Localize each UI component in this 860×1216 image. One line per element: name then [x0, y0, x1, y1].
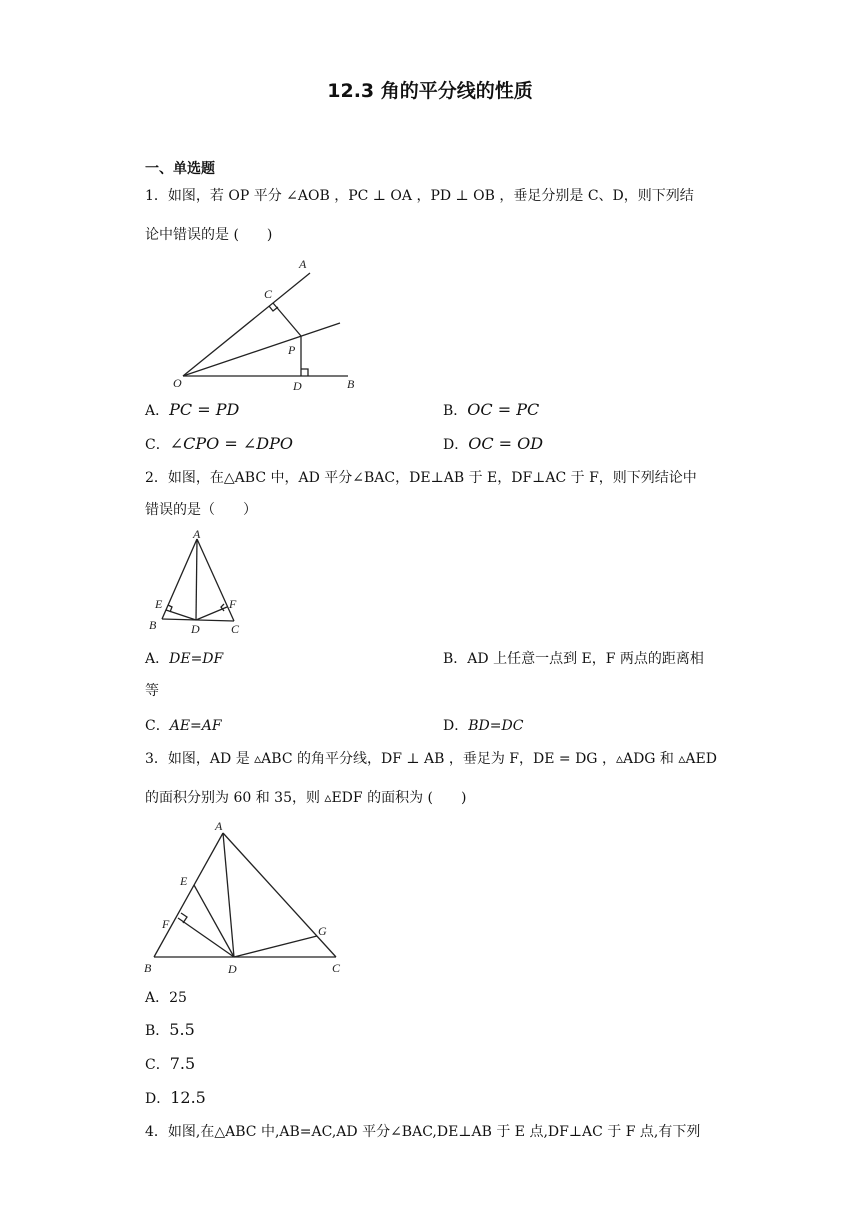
q2-option-b-text: AD 上任意一点到 E，F 两点的距离相 [467, 651, 704, 667]
q3-side-ab [154, 833, 223, 957]
section-heading: 一、单选题 [145, 161, 215, 177]
page-title: 12.3 角的平分线的性质 [327, 80, 533, 102]
q2-label-d: D [191, 622, 200, 636]
q3-label-a: A [215, 819, 223, 833]
q1-option-c-text: ∠CPO = ∠DPO [169, 434, 293, 453]
q2-option-d-text: BD=DC [468, 718, 524, 734]
q2-option-b-label: B． [443, 651, 468, 667]
q1-line2: 论中错误的是 ( ) [145, 227, 273, 243]
q1-option-b[interactable] [443, 400, 539, 420]
q3-option-a[interactable] [145, 987, 187, 1007]
q2-option-c-text: AE=AF [169, 718, 222, 734]
q3-figure [140, 815, 350, 980]
q3-line1: 3．如图，AD 是 ▵ABC 的角平分线，DF ⊥ AB ，垂足为 F，DE = DG ，▵ADG 和 ▵AED [145, 751, 717, 767]
q4-line1: 4．如图,在△ABC 中,AB=AC,AD 平分∠BAC,DE⊥AB 于 E 点,DF⊥AC 于 F 点,有下列 [145, 1124, 701, 1140]
q2-option-b-continuation: 等 [145, 683, 159, 699]
q1-line1: 1．如图，若 OP 平分 ∠AOB ，PC ⊥ OA ，PD ⊥ OB ，垂足分别是 C、D，则下列结 [145, 188, 694, 204]
q3-label-b: B [144, 961, 152, 975]
q1-label-c: C [264, 287, 273, 301]
q3-label-g: G [318, 924, 327, 938]
q2-option-a[interactable] [145, 650, 223, 668]
q1-figure [165, 255, 375, 395]
q1-option-c-label: C． [145, 437, 170, 453]
q2-option-c-label: C． [145, 718, 170, 734]
q3-option-b-label: B． [145, 1023, 170, 1039]
q1-label-o: O [173, 376, 182, 390]
q2-label-b: B [149, 618, 157, 632]
q3-bisector-ad [223, 833, 234, 957]
q3-label-f: F [162, 917, 170, 931]
q1-label-b: B [347, 377, 355, 391]
q3-option-b[interactable] [145, 1020, 195, 1040]
q1-option-a-label: A． [145, 403, 170, 419]
q2-side-ab [162, 539, 197, 619]
q1-label-d: D [293, 379, 302, 393]
q1-option-d-label: D． [443, 437, 469, 453]
q2-option-c[interactable] [145, 717, 222, 735]
q1-option-a-text: PC = PD [169, 400, 240, 419]
q1-label-p: P [288, 343, 296, 357]
q2-line1: 2．如图，在△ABC 中，AD 平分∠BAC，DE⊥AB 于 E，DF⊥AC 于 F，则下列结论中 [145, 470, 697, 486]
q2-bisector-ad [196, 539, 197, 620]
q3-segment-dg [234, 936, 317, 957]
q2-option-b[interactable] [443, 650, 704, 668]
q2-option-a-text: DE=DF [169, 651, 224, 667]
q1-ray-op [183, 323, 340, 376]
q2-option-d-label: D． [443, 718, 469, 734]
q1-option-c[interactable] [145, 434, 293, 454]
q3-segment-df [178, 918, 234, 957]
q3-label-d: D [228, 962, 237, 976]
q3-label-c: C [332, 961, 341, 975]
q3-option-b-text: 5.5 [169, 1020, 195, 1039]
q2-figure [142, 527, 252, 639]
q3-option-d-text: 12.5 [170, 1088, 206, 1107]
q2-label-a: A [193, 527, 201, 541]
q1-option-b-label: B． [443, 403, 468, 419]
q2-option-d[interactable] [443, 717, 523, 735]
q3-line2: 的面积分别为 60 和 35，则 ▵EDF 的面积为 ( ) [145, 790, 467, 806]
q1-option-d-text: OC = OD [468, 434, 544, 453]
q3-option-c[interactable] [145, 1054, 195, 1074]
q1-right-angle-d [301, 369, 308, 376]
q3-option-a-text: 25 [169, 990, 187, 1006]
q3-option-a-label: A． [145, 990, 170, 1006]
q3-label-e: E [180, 874, 188, 888]
q3-option-d-label: D． [145, 1091, 171, 1107]
q3-option-c-label: C． [145, 1057, 170, 1073]
q1-label-a: A [299, 257, 307, 271]
q3-side-ac [223, 833, 336, 957]
q2-label-c: C [231, 622, 240, 636]
q2-line2: 错误的是（ ） [145, 502, 257, 518]
q3-option-d[interactable] [145, 1088, 206, 1108]
q1-option-d[interactable] [443, 434, 543, 454]
q1-option-a[interactable] [145, 400, 239, 420]
q3-option-c-text: 7.5 [169, 1054, 196, 1073]
q2-option-a-label: A． [145, 651, 170, 667]
q2-label-e: E [155, 597, 163, 611]
q1-option-b-text: OC = PC [467, 400, 540, 419]
q2-label-f: F [229, 597, 237, 611]
